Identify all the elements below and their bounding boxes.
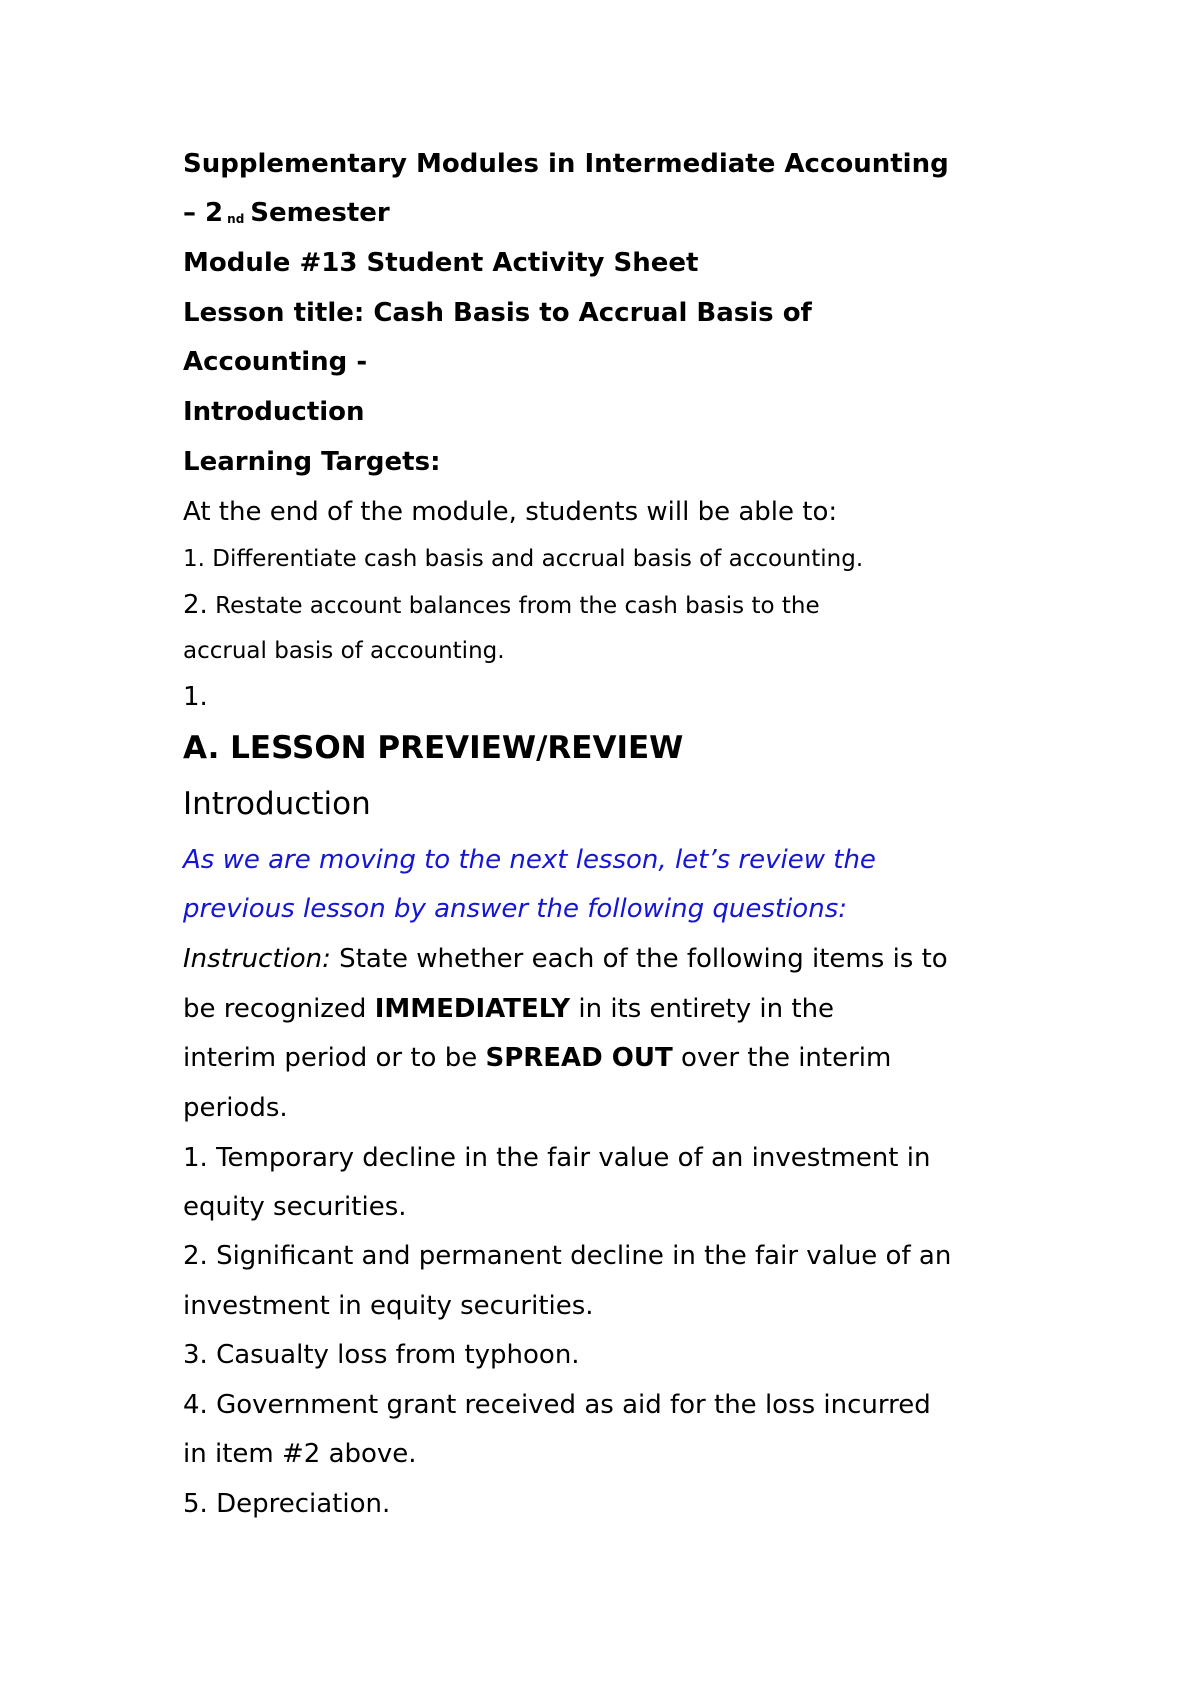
section-a-subheading: Introduction — [183, 786, 371, 822]
instruction-line-4: periods. — [183, 1093, 288, 1123]
lesson-title-line-3: Introduction — [183, 397, 365, 427]
semester-prefix: – 2 — [183, 198, 224, 228]
review-prompt-line-1: As we are moving to the next lesson, let’s review the — [183, 845, 876, 875]
semester-superscript: nd — [227, 212, 245, 226]
question-4-line-1: 4. Government grant received as aid for the loss incurred — [183, 1390, 931, 1420]
instruction-label: Instruction: — [183, 944, 331, 974]
lesson-title-line-2: Accounting - — [183, 347, 368, 377]
target-item-2-text: Restate account balances from the cash basis to the — [207, 593, 820, 619]
instruction-text-2a: be recognized — [183, 994, 375, 1024]
instruction-immediately: IMMEDIATELY — [374, 994, 571, 1024]
question-5: 5. Depreciation. — [183, 1489, 391, 1519]
target-item-2-number: 2. — [183, 590, 208, 620]
lesson-title-line-1: Lesson title: Cash Basis to Accrual Basis of — [183, 298, 812, 328]
learning-targets-heading: Learning Targets: — [183, 447, 441, 477]
instruction-line-3 — [183, 1045, 891, 1071]
instruction-text-2b: in its entirety in the — [570, 994, 835, 1024]
target-item-2-continued: accrual basis of accounting. — [183, 638, 505, 664]
question-1-line-2: equity securities. — [183, 1192, 407, 1222]
instruction-line-1 — [183, 946, 948, 972]
target-item-3: 1. — [183, 682, 208, 712]
learning-targets-intro: At the end of the module, students will be able to: — [183, 497, 838, 527]
semester-word: Semester — [250, 198, 390, 228]
instruction-spread-out: SPREAD OUT — [485, 1043, 673, 1073]
instruction-text-3a: interim period or to be — [183, 1043, 486, 1073]
section-a-heading: A. LESSON PREVIEW/REVIEW — [183, 730, 684, 766]
question-1-line-1: 1. Temporary decline in the fair value of an investment in — [183, 1143, 931, 1173]
document-title: Supplementary Modules in Intermediate Accounting — [183, 149, 949, 179]
question-3: 3. Casualty loss from typhoon. — [183, 1340, 580, 1370]
instruction-text-3b: over the interim — [672, 1043, 892, 1073]
instruction-text-1: State whether each of the following items is to — [330, 944, 948, 974]
question-2-line-2: investment in equity securities. — [183, 1291, 594, 1321]
semester-line — [183, 200, 390, 226]
review-prompt-line-2: previous lesson by answer the following questions: — [183, 894, 848, 924]
instruction-line-2 — [183, 996, 834, 1022]
target-item-2 — [183, 592, 820, 618]
question-2-line-1: 2. Significant and permanent decline in the fair value of an — [183, 1241, 952, 1271]
module-title: Module #13 Student Activity Sheet — [183, 248, 699, 278]
target-item-1: 1. Differentiate cash basis and accrual basis of accounting. — [183, 546, 864, 572]
question-4-line-2: in item #2 above. — [183, 1439, 417, 1469]
